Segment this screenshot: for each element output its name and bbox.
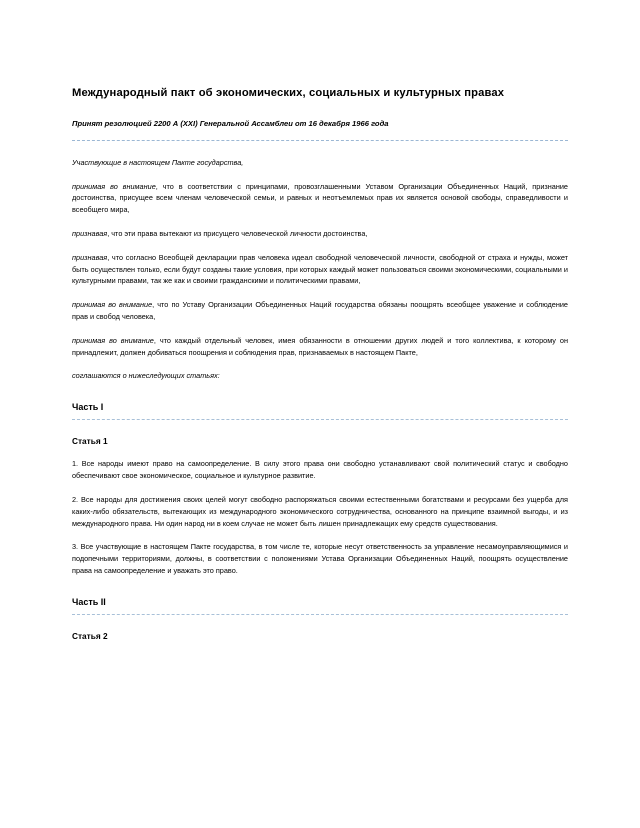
- preamble-lead: принимая во внимание: [72, 335, 154, 345]
- part-heading-2: Часть II: [72, 596, 106, 607]
- preamble-lead: принимая во внимание: [72, 300, 153, 310]
- preamble-paragraph: [72, 252, 568, 287]
- preamble-text: , что каждый отдельный человек, имея обязанности в отношении других людей и того коллектива, к которому он принадлежит, должен добиваться поощрения и соблюдения прав, признаваемых в настоящем Пакте,: [72, 335, 568, 357]
- preamble-text: , что согласно Всеобщей декларации прав человека идеал свободной человеческой личности, свободной от страха и нужды, может быть осуществлен только, если будут созданы такие условия, при которых каждый может пользоваться своими экономическими, социальными и культурными правами, так же как и своими гражданскими и политическими правами,: [72, 252, 568, 286]
- preamble-paragraph: [72, 181, 568, 216]
- article-paragraph: 1. Все народы имеют право на самоопределение. В силу этого права они свободно устанавливают свой политический статус и свободно обеспечивают свое экономическое, социальное и культурное развитие.: [72, 459, 568, 481]
- document-subtitle: Принят резолюцией 2200 А (XXI) Генеральной Ассамблеи от 16 декабря 1966 года: [72, 119, 389, 129]
- preamble-lead: принимая во внимание: [72, 181, 156, 191]
- article-heading-2: Статья 2: [72, 630, 108, 641]
- preamble-paragraph: [72, 335, 568, 359]
- preamble-opening: Участвующие в настоящем Пакте государства,: [72, 157, 244, 167]
- preamble-text: , что эти права вытекают из присущего человеческой личности достоинства,: [107, 228, 368, 238]
- preamble-text: , что в соответствии с принципами, провозглашенными Уставом Организации Объединенных Наций, признание достоинства, присущее всем членам человеческой семьи, и равных и неотъемлемых прав их является основой свободы, справедливости и всеобщего мира,: [72, 181, 568, 215]
- article-heading-1: Статья 1: [72, 436, 108, 447]
- preamble-paragraph: [72, 299, 568, 323]
- preamble-lead: признавая: [72, 228, 108, 238]
- preamble-text: , что по Уставу Организации Объединенных Наций государства обязаны поощрять всеобщее уважение и соблюдение прав и свобод человека,: [72, 300, 568, 322]
- article-paragraph: 2. Все народы для достижения своих целей могут свободно распоряжаться своими естественными богатствами и ресурсами без ущерба для каких-либо обязательств, вытекающих из международного экономического сотрудничества, основанного на принципе взаимной выгоды, и из международного права. Ни один народ ни в коем случае не может быть лишен принадлежащих ему средств существования.: [72, 494, 568, 528]
- divider: [72, 419, 568, 420]
- preamble-lead: признавая: [72, 252, 108, 262]
- preamble-paragraph: [72, 228, 568, 240]
- preamble-closing: соглашаются о нижеследующих статьях:: [72, 371, 220, 381]
- divider: [72, 140, 568, 141]
- part-heading-1: Часть I: [72, 402, 104, 413]
- page-title: Международный пакт об экономических, социальных и культурных правах: [72, 87, 505, 99]
- article-paragraph: 3. Все участвующие в настоящем Пакте государства, в том числе те, которые несут ответственность за управление несамоуправляющимися и подопечными территориями, должны, в соответствии с положениями Устава Организации Объединенных Наций, поощрять осуществление права на самоопределение и уважать это право.: [72, 542, 568, 575]
- divider: [72, 614, 568, 615]
